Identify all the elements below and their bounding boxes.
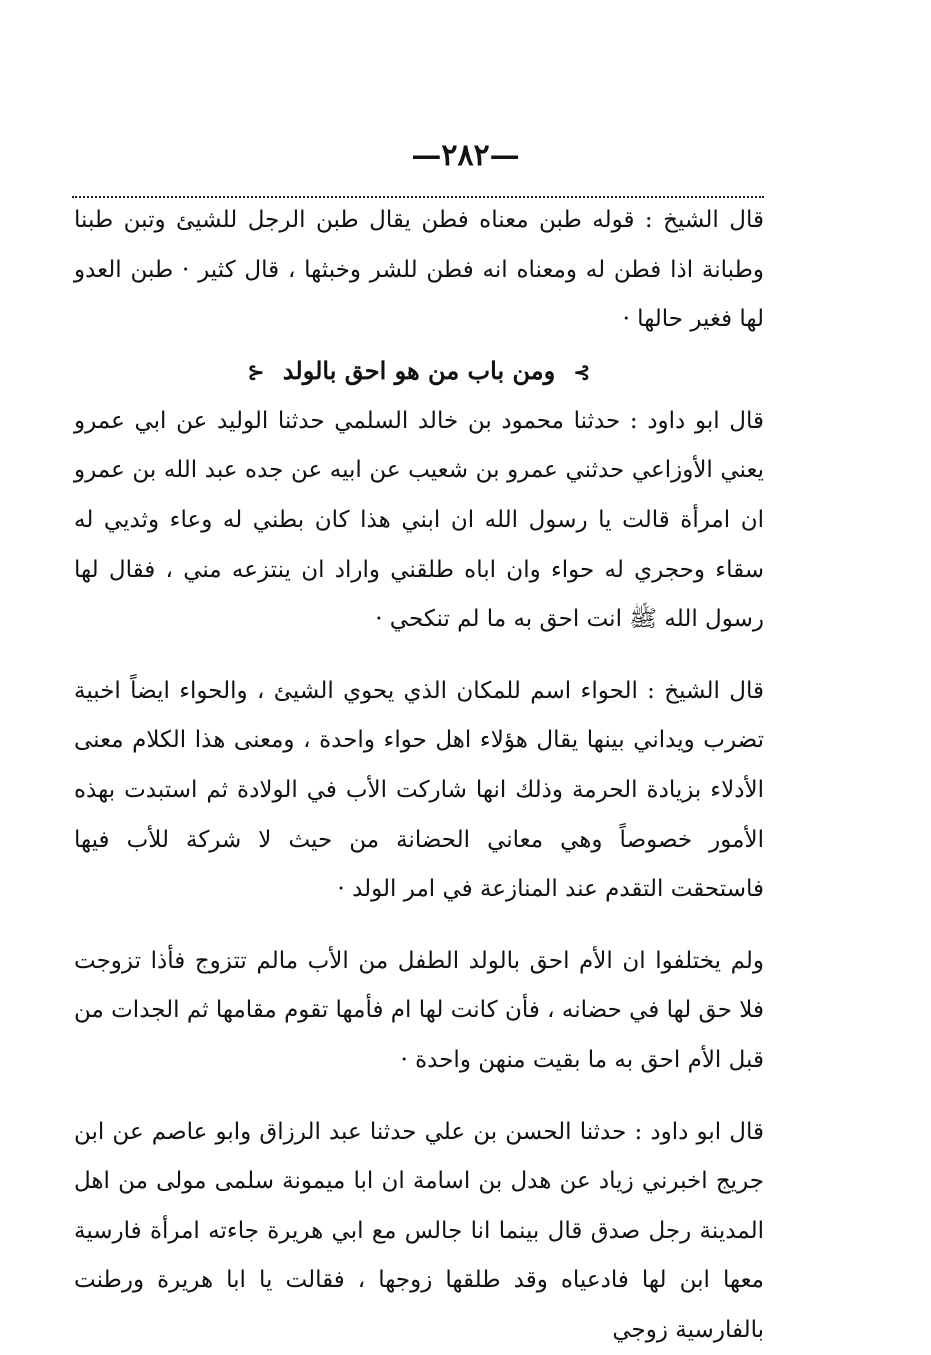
- chapter-heading: [74, 345, 764, 397]
- ornament-right-icon: ⊱: [564, 346, 601, 398]
- ornament-left-icon: ⊰: [238, 346, 275, 398]
- paragraph-1: قال الشيخ : قوله طبن معناه فطن يقال طبن الرجل للشيئ وتبن طبنا وطبانة اذا فطن له ومعناه انه فطن للشر وخبثها ، قال كثير · طبن العدو لها فغير حالها ·: [74, 196, 764, 345]
- paragraph-2: قال ابو داود : حدثنا محمود بن خالد السلمي حدثنا الوليد عن ابي عمرو يعني الأوزاعي حدثني عمرو بن شعيب عن ابيه عن جده عبد الله بن عمرو ان امرأة قالت يا رسول الله ان ابني هذا كان بطني له وعاء وثديي له سقاء وحجري له حواء وان اباه طلقني واراد ان ينتزعه مني ، فقال لها رسول الله ﷺ انت احق به ما لم تنكحي ·: [74, 397, 764, 645]
- body-text: [74, 196, 764, 1355]
- page-number: —٢٨٢—: [0, 138, 931, 173]
- chapter-title: ومن باب من هو احق بالولد: [283, 356, 555, 385]
- paragraph-5: قال ابو داود : حدثنا الحسن بن علي حدثنا عبد الرزاق وابو عاصم عن ابن جريج اخبرني زياد عن هدل بن اسامة ان ابا ميمونة سلمى مولى من اهل المدينة رجل صدق قال بينما انا جالس مع ابي هريرة جاءته امرأة فارسية معها ابن لها فادعياه وقد طلقها زوجها ، فقالت يا ابا هريرة ورطنت بالفارسية زوجي: [74, 1108, 764, 1355]
- paragraph-3: قال الشيخ : الحواء اسم للمكان الذي يحوي الشيئ ، والحواء ايضاً اخبية تضرب ويداني بينها يقال هؤلاء اهل حواء واحدة ، ومعنى هذا الكلام معنى الأدلاء بزيادة الحرمة وذلك انها شاركت الأب في الولادة ثم استبدت بهذه الأمور خصوصاً وهي معاني الحضانة من حيث لا شركة للأب فيها فاستحقت التقدم عند المنازعة في امر الولد ·: [74, 667, 764, 915]
- paragraph-4: ولم يختلفوا ان الأم احق بالولد الطفل من الأب مالم تتزوج فأذا تزوجت فلا حق لها في حضانه ، فأن كانت لها ام فأمها تقوم مقامها ثم الجدات من قبل الأم احق به ما بقيت منهن واحدة ·: [74, 937, 764, 1086]
